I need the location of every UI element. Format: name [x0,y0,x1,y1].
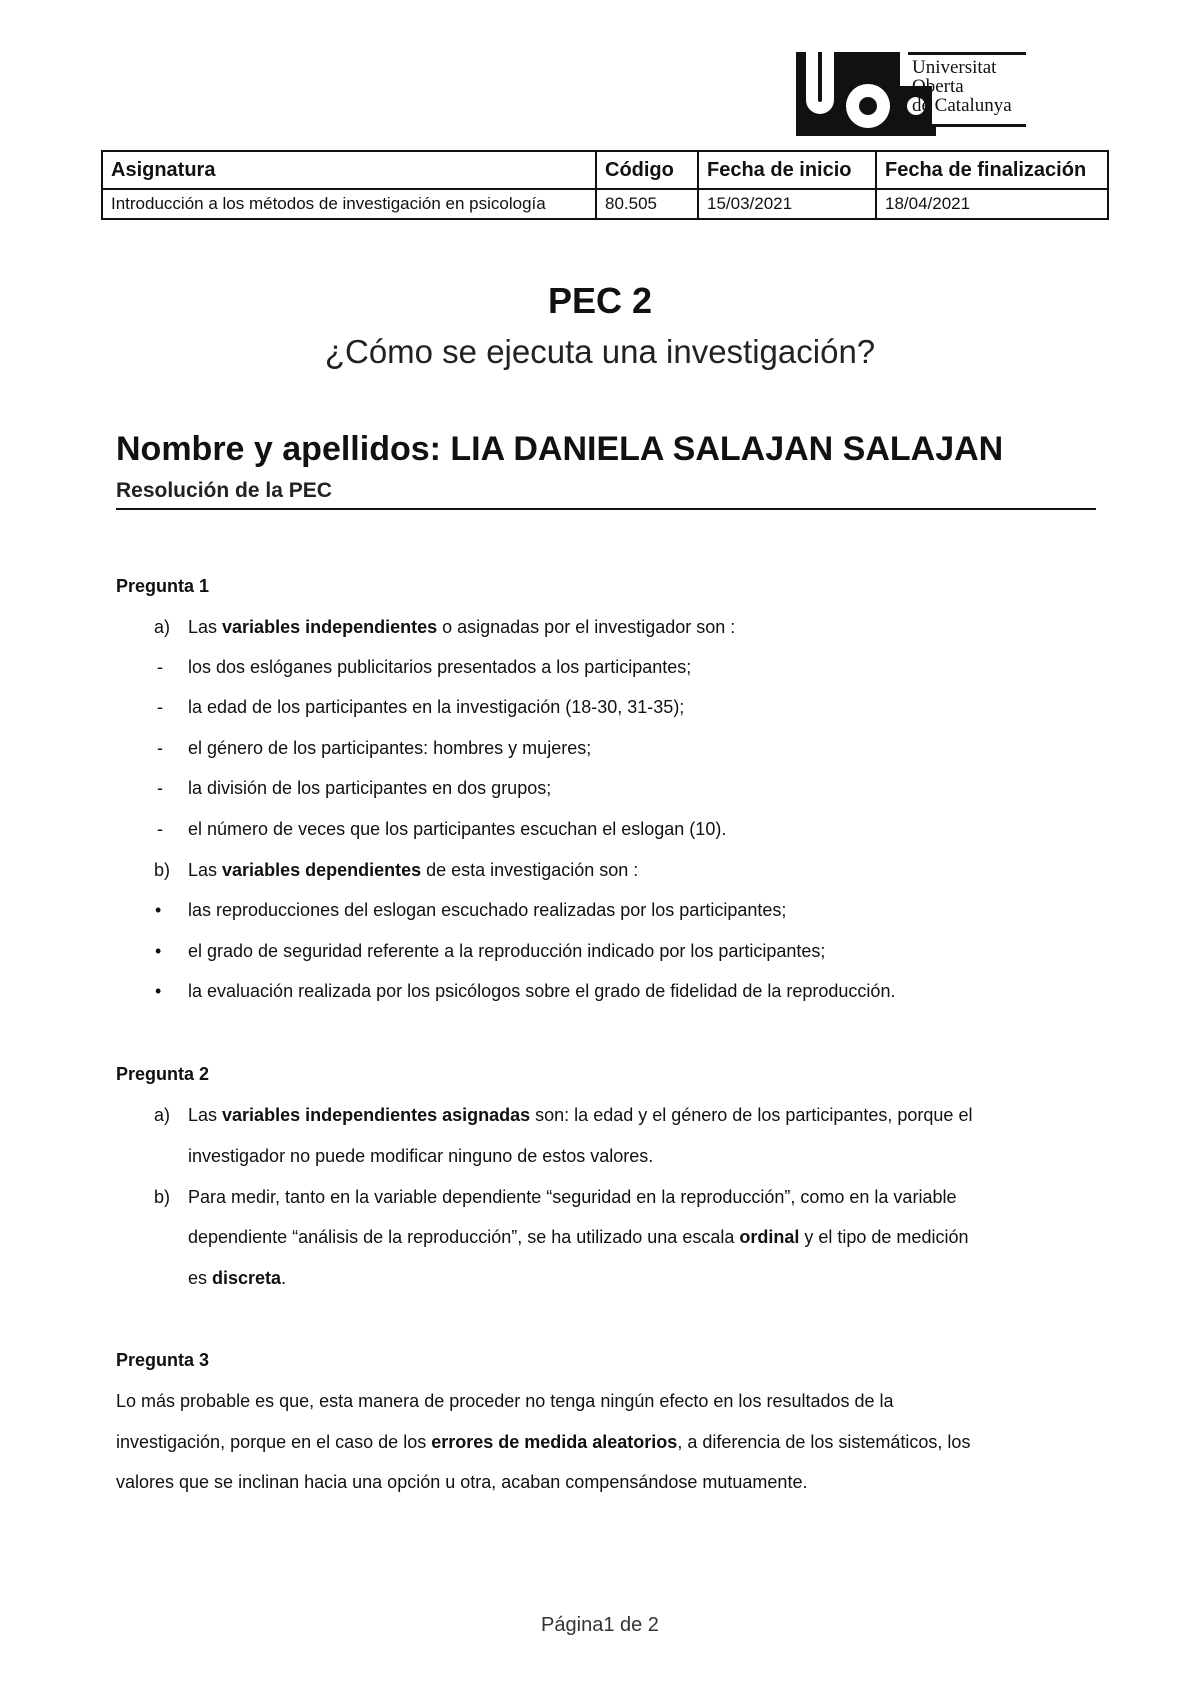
q1-dash-item: el género de los participantes: hombres y mujeres; [188,738,592,758]
q1-item-a [188,616,735,638]
resolution-heading: Resolución de la PEC [116,479,332,502]
header-codigo: Código [596,151,698,189]
q1-item-b-marker: b) [154,860,171,880]
q2-item-a-marker: a) [154,1105,171,1125]
q3-l2-post: , a diferencia de los sistemáticos, los [677,1432,971,1452]
q2-b2-pre: dependiente “análisis de la reproducción”, se ha utilizado una escala [188,1227,740,1247]
q1-a-text-bold: variables independientes [222,617,438,637]
cell-fecha-inicio: 15/03/2021 [698,189,876,219]
page-title: PEC 2 [547,280,653,321]
dash-marker: - [157,738,163,758]
q2-item-b-line-2 [188,1226,968,1248]
q1-bullet-item: el grado de seguridad referente a la reproducción indicado por los participantes; [188,941,826,961]
dash-marker: - [157,657,163,677]
uoc-logo-text [912,58,1012,115]
q1-b-text-pre: Las [188,860,223,880]
q1-bullet-item: la evaluación realizada por los psicólogos sobre el grado de fidelidad de la reproducción. [188,981,896,1001]
q2-a1-bold: variables independientes asignadas [222,1105,531,1125]
q2-b2-bold: ordinal [739,1227,800,1247]
cell-fecha-finalizacion: 18/04/2021 [876,189,1108,219]
question-1-heading: Pregunta 1 [116,576,210,596]
q2-a1-post: son: la edad y el género de los participantes, porque el [530,1105,973,1125]
q3-l2-bold: errores de medida aleatorios [431,1432,678,1452]
q1-dash-item: la edad de los participantes en la investigación (18-30, 31-35); [188,697,685,717]
page-number: Página1 de 2 [541,1614,659,1636]
q2-b3-bold: discreta [212,1268,282,1288]
q2-b3-post: . [281,1268,287,1288]
q2-item-a-line-2: investigador no puede modificar ninguno de estos valores. [188,1146,654,1166]
q1-dash-item: el número de veces que los participantes escuchan el eslogan (10). [188,819,727,839]
q2-item-b-line-1: Para medir, tanto en la variable dependiente “seguridad en la reproducción”, como en la variable [188,1187,957,1207]
q1-b-text-post: de esta investigación son : [421,860,639,880]
logo-line-2: Oberta [912,76,964,97]
dash-marker: - [157,778,163,798]
q3-l2-pre: investigación, porque en el caso de los [116,1432,432,1452]
header-fecha-inicio: Fecha de inicio [698,151,876,189]
heading-divider [116,508,1096,510]
bullet-marker: • [155,941,162,961]
header-fecha-finalizacion: Fecha de finalización [876,151,1108,189]
q1-a-text-pre: Las [188,617,223,637]
cell-asignatura: Introducción a los métodos de investigación en psicología [102,189,596,219]
q3-line-3: valores que se inclinan hacia una opción u otra, acaban compensándose mutuamente. [116,1472,808,1492]
q1-bullet-item: las reproducciones del eslogan escuchado realizadas por los participantes; [188,900,787,920]
cell-codigo: 80.505 [596,189,698,219]
table-header-row [102,151,1108,189]
question-3-heading: Pregunta 3 [116,1350,210,1370]
q2-item-b-marker: b) [154,1187,171,1207]
table-row [102,189,1108,219]
q2-b2-post: y el tipo de medición [799,1227,969,1247]
q2-a1-pre: Las [188,1105,223,1125]
q3-line-1: Lo más probable es que, esta manera de proceder no tenga ningún efecto en los resultados de la [116,1391,894,1411]
q1-dash-item: los dos eslóganes publicitarios presentados a los participantes; [188,657,692,677]
q3-line-2 [116,1431,970,1453]
bullet-marker: • [155,900,162,920]
q1-dash-item: la división de los participantes en dos grupos; [188,778,552,798]
q2-item-b-line-3 [188,1267,286,1289]
q1-b-text-bold: variables dependientes [222,860,422,880]
dash-marker: - [157,819,163,839]
logo-line-1: Universitat [912,57,997,78]
q1-a-text-post: o asignadas por el investigador son : [437,617,736,637]
q1-item-a-marker: a) [154,617,171,637]
student-name-heading: Nombre y apellidos: LIA DANIELA SALAJAN SALAJAN [116,430,1004,468]
q1-item-b [188,859,638,881]
q2-item-a-line-1 [188,1104,972,1126]
question-2-heading: Pregunta 2 [116,1064,210,1084]
dash-marker: - [157,697,163,717]
logo-line-3: de Catalunya [912,95,1012,116]
bullet-marker: • [155,981,162,1001]
q2-b3-pre: es [188,1268,213,1288]
course-info-table [101,150,1109,220]
page-subtitle: ¿Cómo se ejecuta una investigación? [324,333,876,370]
header-asignatura: Asignatura [102,151,596,189]
